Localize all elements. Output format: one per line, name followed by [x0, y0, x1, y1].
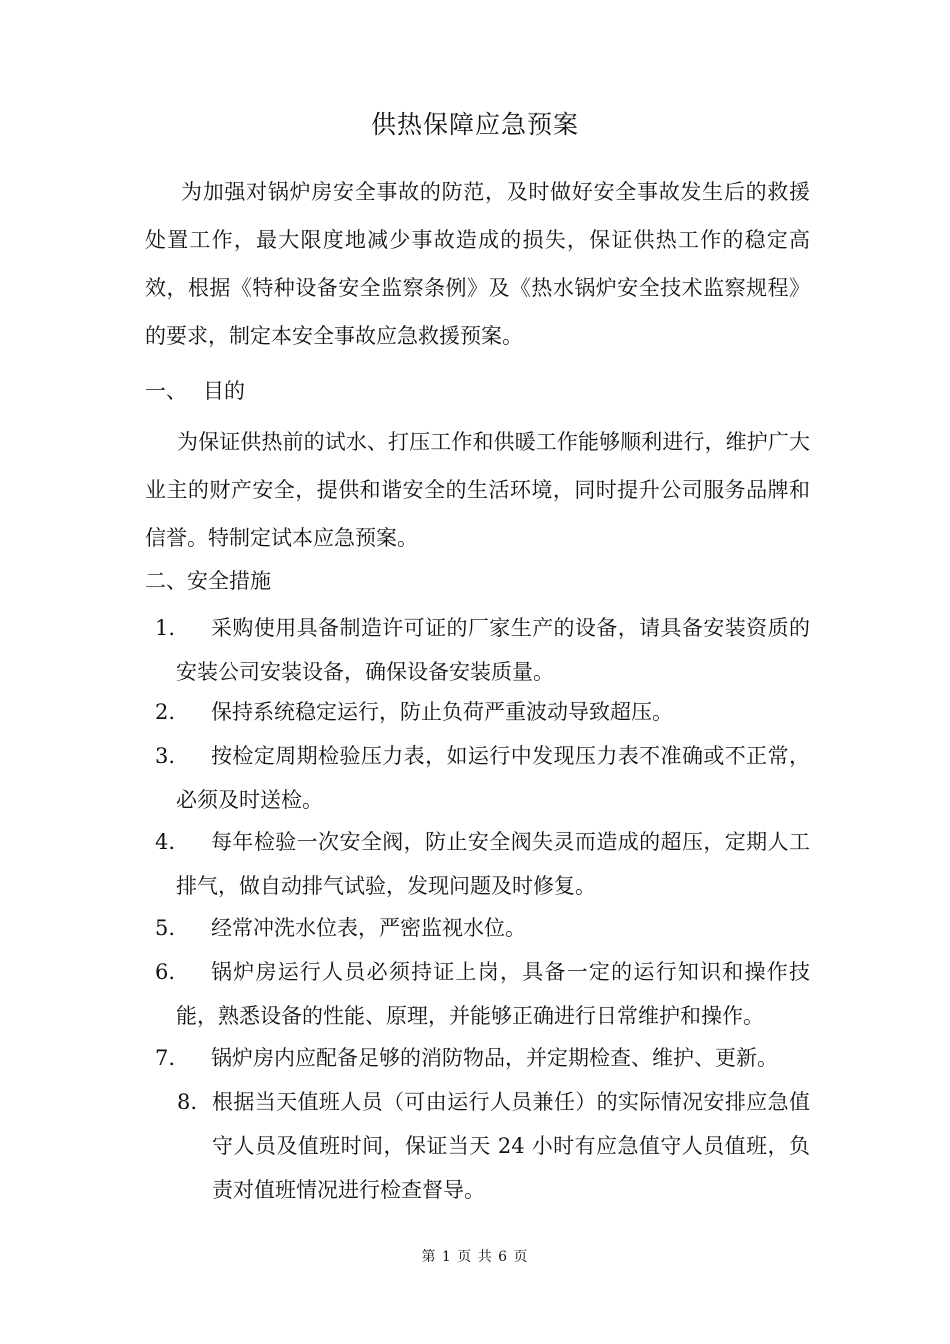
list-item-text: 按检定周期检验压力表，如运行中发现压力表不准确或不正常，必须及时送检。: [176, 744, 810, 812]
list-item-number: 4.: [155, 830, 176, 854]
list-item: [155, 734, 810, 822]
list-item-text: 每年检验一次安全阀，防止安全阀失灵而造成的超压，定期人工排气，做自动排气试验，发现问题及时修复。: [176, 830, 810, 898]
list-item-number: 6.: [155, 960, 176, 984]
list-item-number: 2.: [155, 700, 176, 724]
list-item-number: 5.: [155, 916, 176, 940]
page-title: 供热保障应急预案: [370, 110, 579, 139]
list-item-text: 经常冲洗水位表，严密监视水位。: [211, 916, 526, 940]
list-item: [155, 950, 810, 1038]
list-item: [155, 606, 810, 694]
list-item-text: 锅炉房运行人员必须持证上岗，具备一定的运行知识和操作技能，熟悉设备的性能、原理，并能够正确进行日常维护和操作。: [176, 960, 810, 1028]
list-item: [177, 1080, 810, 1212]
section-number: 一、: [145, 379, 187, 403]
list-item: [155, 690, 810, 734]
intro-paragraph: 为加强对锅炉房安全事故的防范，及时做好安全事故发生后的救援处置工作，最大限度地减少事故造成的损失，保证供热工作的稳定高效，根据《特种设备安全监察条例》及《热水锅炉安全技术监察规程》的要求，制定本安全事故应急救援预案。: [145, 180, 810, 348]
list-item-text: 锅炉房内应配备足够的消防物品，并定期检查、维护、更新。: [211, 1046, 778, 1070]
purpose-paragraph: 为保证供热前的试水、打压工作和供暖工作能够顺利进行，维护广大业主的财产安全，提供和谐安全的生活环境，同时提升公司服务品牌和信誉。特制定试本应急预案。: [145, 430, 810, 550]
section-title: 目的: [203, 379, 245, 403]
page-footer: 第 1 页 共 6 页: [421, 1249, 529, 1265]
section-heading-safety-measures: 二、安全措施: [145, 569, 271, 593]
list-item-text: 保持系统稳定运行，防止负荷严重波动导致超压。: [211, 700, 673, 724]
list-item-number: 8.: [177, 1090, 198, 1114]
list-item: [155, 820, 810, 908]
list-item-text: 根据当天值班人员（可由运行人员兼任）的实际情况安排应急值守人员及值班时间，保证当天 24 小时有应急值守人员值班，负责对值班情况进行检查督导。: [212, 1090, 810, 1202]
section-heading-purpose: [145, 376, 245, 406]
list-item: [155, 1036, 810, 1080]
list-item-text: 采购使用具备制造许可证的厂家生产的设备，请具备安装资质的安装公司安装设备，确保设备安装质量。: [176, 616, 810, 684]
list-item: [155, 906, 810, 950]
list-item-number: 7.: [155, 1046, 176, 1070]
list-item-number: 1.: [155, 616, 176, 640]
list-item-number: 3.: [155, 744, 176, 768]
